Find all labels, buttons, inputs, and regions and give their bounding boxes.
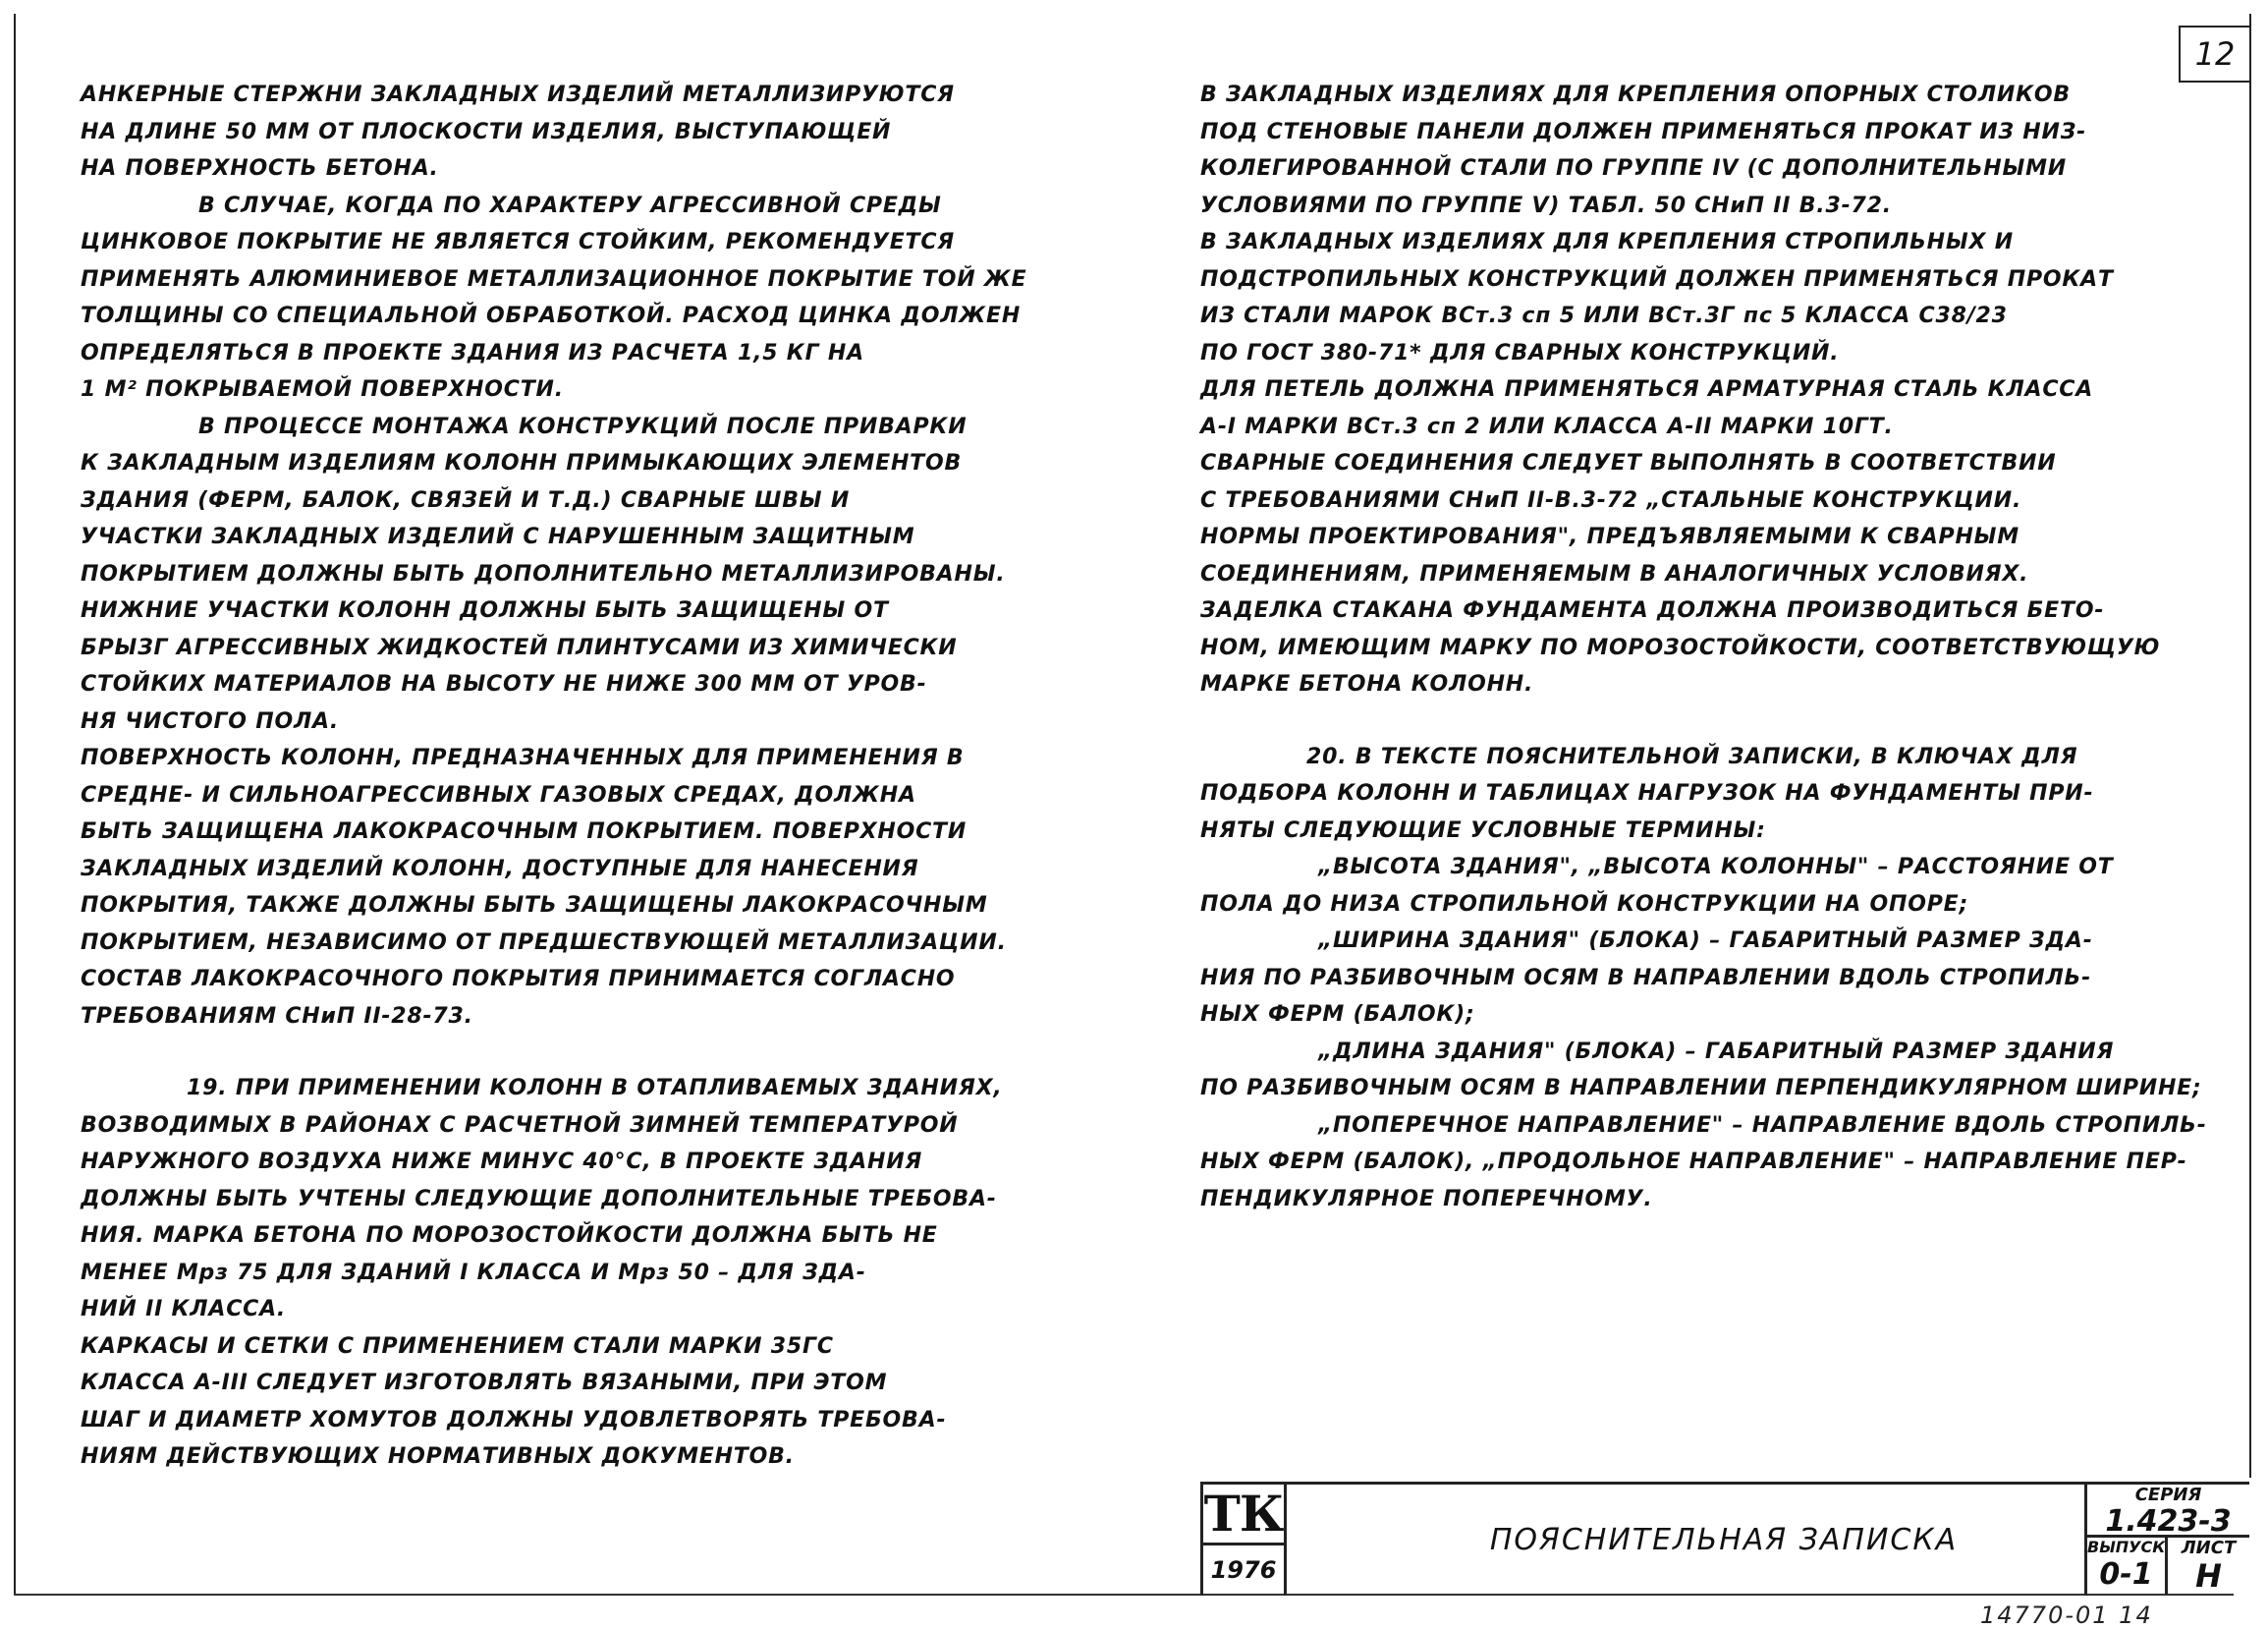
- text-line: АНКЕРНЫЕ СТЕРЖНИ ЗАКЛАДНЫХ ИЗДЕЛИЙ МЕТАЛЛИЗИРУЮТСЯ: [81, 83, 955, 107]
- text-line: ЗАДЕЛКА СТАКАНА ФУНДАМЕНТА ДОЛЖНА ПРОИЗВОДИТЬСЯ БЕТО-: [1200, 598, 2105, 623]
- text-line: БРЫЗГ АГРЕССИВНЫХ ЖИДКОСТЕЙ ПЛИНТУСАМИ ИЗ ХИМИЧЕСКИ: [81, 635, 958, 660]
- vypusk-value: 0-1: [2087, 1557, 2168, 1595]
- text-line: В ЗАКЛАДНЫХ ИЗДЕЛИЯХ ДЛЯ КРЕПЛЕНИЯ ОПОРНЫХ СТОЛИКОВ: [1200, 83, 2071, 107]
- text-line: НАРУЖНОГО ВОЗДУХА НИЖЕ МИНУС 40°С, В ПРОЕКТЕ ЗДАНИЯ: [81, 1150, 923, 1174]
- list-label: ЛИСТ: [2181, 1538, 2237, 1558]
- text-line: СРЕДНЕ- И СИЛЬНОАГРЕССИВНЫХ ГАЗОВЫХ СРЕДАХ, ДОЛЖНА: [81, 782, 916, 808]
- text-line: НЫХ ФЕРМ (БАЛОК);: [1200, 1002, 1475, 1027]
- text-line: НОРМЫ ПРОЕКТИРОВАНИЯ", ПРЕДЪЯВЛЯЕМЫМИ К СВАРНЫМ: [1200, 525, 2019, 549]
- text-line: КЛАССА А-III СЛЕДУЕТ ИЗГОТОВЛЯТЬ ВЯЗАНЫМИ, ПРИ ЭТОМ: [81, 1371, 888, 1395]
- text-line: КАРКАСЫ И СЕТКИ С ПРИМЕНЕНИЕМ СТАЛИ МАРКИ 35ГС: [81, 1333, 834, 1359]
- inventory-number: 14770-01 14: [1980, 1601, 2153, 1629]
- text-line: ДЛЯ ПЕТЕЛЬ ДОЛЖНА ПРИМЕНЯТЬСЯ АРМАТУРНАЯ СТАЛЬ КЛАССА: [1200, 377, 2094, 402]
- text-line: НИЯМ ДЕЙСТВУЮЩИХ НОРМАТИВНЫХ ДОКУМЕНТОВ.: [81, 1444, 795, 1469]
- vypusk-label: ВЫПУСК: [2087, 1538, 2168, 1559]
- text-line: ВОЗВОДИМЫХ В РАЙОНАХ С РАСЧЕТНОЙ ЗИМНЕЙ ТЕМПЕРАТУРОЙ: [81, 1112, 959, 1138]
- text-line: ПОКРЫТИЕМ, НЕЗАВИСИМО ОТ ПРЕДШЕСТВУЮЩЕЙ МЕТАЛЛИЗАЦИИ.: [81, 929, 1007, 955]
- seria-label: СЕРИЯ: [2134, 1485, 2202, 1505]
- text-line: 20. В ТЕКСТЕ ПОЯСНИТЕЛЬНОЙ ЗАПИСКИ, В КЛЮЧАХ ДЛЯ: [1306, 744, 2078, 769]
- text-line: ТОЛЩИНЫ СО СПЕЦИАЛЬНОЙ ОБРАБОТКОЙ. РАСХОД ЦИНКА ДОЛЖЕН: [81, 304, 1022, 328]
- logo-year: 1976: [1210, 1556, 1277, 1584]
- text-line: ПОКРЫТИЯ, ТАКЖЕ ДОЛЖНЫ БЫТЬ ЗАЩИЩЕНЫ ЛАКОКРАСОЧНЫМ: [81, 893, 988, 918]
- page-number: 12: [2179, 26, 2249, 83]
- text-line: УЧАСТКИ ЗАКЛАДНЫХ ИЗДЕЛИЙ С НАРУШЕННЫМ ЗАЩИТНЫМ: [81, 525, 915, 549]
- text-line: ТРЕБОВАНИЯМ СНиП II-28-73.: [81, 1003, 473, 1029]
- text-line: ШАГ И ДИАМЕТР ХОМУТОВ ДОЛЖНЫ УДОВЛЕТВОРЯТЬ ТРЕБОВА-: [81, 1407, 947, 1432]
- text-line: К ЗАКЛАДНЫМ ИЗДЕЛИЯМ КОЛОНН ПРИМЫКАЮЩИХ ЭЛЕМЕНТОВ: [81, 451, 963, 476]
- text-line: МАРКЕ БЕТОНА КОЛОНН.: [1200, 672, 1534, 697]
- seria-value: 1.423-3: [2087, 1504, 2249, 1538]
- text-line: СВАРНЫЕ СОЕДИНЕНИЯ СЛЕДУЕТ ВЫПОЛНЯТЬ В СООТВЕТСТВИИ: [1200, 451, 2057, 476]
- text-line: ЗДАНИЯ (ФЕРМ, БАЛОК, СВЯЗЕЙ И Т.Д.) СВАРНЫЕ ШВЫ И: [81, 487, 851, 513]
- logo-letters: ТК: [1203, 1485, 1284, 1545]
- text-line: НИЙ II КЛАССА.: [81, 1297, 287, 1321]
- text-line: СОСТАВ ЛАКОКРАСОЧНОГО ПОКРЫТИЯ ПРИНИМАЕТСЯ СОГЛАСНО: [81, 967, 956, 991]
- text-line: 1 М² ПОКРЫВАЕМОЙ ПОВЕРХНОСТИ.: [81, 377, 564, 402]
- text-line: ПО РАЗБИВОЧНЫМ ОСЯМ В НАПРАВЛЕНИИ ПЕРПЕНДИКУЛЯРНОМ ШИРИНЕ;: [1200, 1076, 2202, 1100]
- frame-right-border: [2249, 14, 2251, 1478]
- text-line: МЕНЕЕ Мрз 75 ДЛЯ ЗДАНИЙ I КЛАССА И Мрз 50 – ДЛЯ ЗДА-: [81, 1260, 866, 1285]
- frame-left-border: [14, 14, 16, 1596]
- text-line: СТОЙКИХ МАТЕРИАЛОВ НА ВЫСОТУ НЕ НИЖЕ 300 ММ ОТ УРОВ-: [81, 672, 927, 697]
- text-line: СОЕДИНЕНИЯМ, ПРИМЕНЯЕМЫМ В АНАЛОГИЧНЫХ УСЛОВИЯХ.: [1200, 561, 2029, 587]
- paragraph-gap: [1200, 703, 2198, 739]
- text-line: ЗАКЛАДНЫХ ИЗДЕЛИЙ КОЛОНН, ДОСТУПНЫЕ ДЛЯ НАНЕСЕНИЯ: [81, 856, 919, 881]
- left-text-column: [81, 77, 1073, 1476]
- publisher-logo: [1200, 1485, 1287, 1596]
- text-line: 19. ПРИ ПРИМЕНЕНИИ КОЛОНН В ОТАПЛИВАЕМЫХ ЗДАНИЯХ,: [187, 1076, 1003, 1100]
- text-line: В ПРОЦЕССЕ МОНТАЖА КОНСТРУКЦИЙ ПОСЛЕ ПРИВАРКИ: [198, 414, 968, 439]
- text-line: НОМ, ИМЕЮЩИМ МАРКУ ПО МОРОЗОСТОЙКОСТИ, СООТВЕТСТВУЮЩУЮ: [1200, 635, 2161, 660]
- text-line: А-I МАРКИ ВСт.3 сп 2 ИЛИ КЛАССА А-II МАРКИ 10ГТ.: [1200, 414, 1894, 439]
- text-line: ОПРЕДЕЛЯТЬСЯ В ПРОЕКТЕ ЗДАНИЯ ИЗ РАСЧЕТА 1,5 КГ НА: [81, 340, 864, 365]
- text-line: УСЛОВИЯМИ ПО ГРУППЕ V) ТАБЛ. 50 СНиП II В.3-72.: [1200, 193, 1892, 218]
- text-line: ДОЛЖНЫ БЫТЬ УЧТЕНЫ СЛЕДУЮЩИЕ ДОПОЛНИТЕЛЬНЫЕ ТРЕБОВА-: [81, 1186, 997, 1211]
- text-line: „ПОПЕРЕЧНОЕ НАПРАВЛЕНИЕ" – НАПРАВЛЕНИЕ ВДОЛЬ СТРОПИЛЬ-: [1318, 1112, 2207, 1138]
- text-line: В СЛУЧАЕ, КОГДА ПО ХАРАКТЕРУ АГРЕССИВНОЙ СРЕДЫ: [198, 193, 942, 218]
- text-line: „ВЫСОТА ЗДАНИЯ", „ВЫСОТА КОЛОННЫ" – РАССТОЯНИЕ ОТ: [1318, 855, 2114, 879]
- paragraph-gap: [81, 1035, 1073, 1070]
- text-line: ПЕНДИКУЛЯРНОЕ ПОПЕРЕЧНОМУ.: [1200, 1186, 1653, 1211]
- text-line: НЫХ ФЕРМ (БАЛОК), „ПРОДОЛЬНОЕ НАПРАВЛЕНИЕ" – НАПРАВЛЕНИЕ ПЕР-: [1200, 1150, 2187, 1174]
- text-line: ПО ГОСТ 380-71* ДЛЯ СВАРНЫХ КОНСТРУКЦИЙ.: [1200, 340, 1840, 365]
- text-line: НИЖНИЕ УЧАСТКИ КОЛОНН ДОЛЖНЫ БЫТЬ ЗАЩИЩЕНЫ ОТ: [81, 598, 889, 623]
- text-line: НА ПОВЕРХНОСТЬ БЕТОНА.: [81, 156, 439, 181]
- text-line: ИЗ СТАЛИ МАРОК ВСт.3 сп 5 ИЛИ ВСт.3Г пс 5 КЛАССА С38/23: [1200, 304, 2008, 328]
- text-line: КОЛЕГИРОВАННОЙ СТАЛИ ПО ГРУППЕ IV (С ДОПОЛНИТЕЛЬНЫМИ: [1200, 156, 2067, 181]
- title-block: [1200, 1482, 2249, 1596]
- text-line: НЯ ЧИСТОГО ПОЛА.: [81, 708, 340, 734]
- text-line: ПОКРЫТИЕМ ДОЛЖНЫ БЫТЬ ДОПОЛНИТЕЛЬНО МЕТАЛЛИЗИРОВАНЫ.: [81, 561, 1006, 587]
- text-line: БЫТЬ ЗАЩИЩЕНА ЛАКОКРАСОЧНЫМ ПОКРЫТИЕМ. ПОВЕРХНОСТИ: [81, 819, 968, 844]
- text-line: С ТРЕБОВАНИЯМИ СНиП II-В.3-72 „СТАЛЬНЫЕ КОНСТРУКЦИИ.: [1200, 487, 2022, 513]
- list-value: Н: [2195, 1557, 2222, 1595]
- text-line: ЦИНКОВОЕ ПОКРЫТИЕ НЕ ЯВЛЯЕТСЯ СТОЙКИМ, РЕКОМЕНДУЕТСЯ: [81, 230, 956, 254]
- text-line: НА ДЛИНЕ 50 ММ ОТ ПЛОСКОСТИ ИЗДЕЛИЯ, ВЫСТУПАЮЩЕЙ: [81, 119, 892, 144]
- document-title: ПОЯСНИТЕЛЬНАЯ ЗАПИСКА: [1489, 1523, 1959, 1557]
- text-line: ПРИМЕНЯТЬ АЛЮМИНИЕВОЕ МЕТАЛЛИЗАЦИОННОЕ ПОКРЫТИЕ ТОЙ ЖЕ: [81, 266, 1027, 292]
- text-line: НИЯ. МАРКА БЕТОНА ПО МОРОЗОСТОЙКОСТИ ДОЛЖНА БЫТЬ НЕ: [81, 1223, 938, 1248]
- series-cell: [2084, 1485, 2249, 1596]
- text-line: ПОВЕРХНОСТЬ КОЛОНН, ПРЕДНАЗНАЧЕННЫХ ДЛЯ ПРИМЕНЕНИЯ В: [81, 746, 965, 770]
- text-line: „ШИРИНА ЗДАНИЯ" (БЛОКА) – ГАБАРИТНЫЙ РАЗМЕР ЗДА-: [1318, 928, 2093, 953]
- text-line: ПОЛА ДО НИЗА СТРОПИЛЬНОЙ КОНСТРУКЦИИ НА ОПОРЕ;: [1200, 891, 1969, 917]
- text-line: НЯТЫ СЛЕДУЮЩИЕ УСЛОВНЫЕ ТЕРМИНЫ:: [1200, 817, 1766, 843]
- text-line: „ДЛИНА ЗДАНИЯ" (БЛОКА) – ГАБАРИТНЫЙ РАЗМЕР ЗДАНИЯ: [1318, 1039, 2115, 1064]
- right-text-column: [1200, 77, 2207, 1217]
- text-line: В ЗАКЛАДНЫХ ИЗДЕЛИЯХ ДЛЯ КРЕПЛЕНИЯ СТРОПИЛЬНЫХ И: [1200, 230, 2014, 254]
- text-line: НИЯ ПО РАЗБИВОЧНЫМ ОСЯМ В НАПРАВЛЕНИИ ВДОЛЬ СТРОПИЛЬ-: [1200, 965, 2092, 990]
- text-line: ПОД СТЕНОВЫЕ ПАНЕЛИ ДОЛЖЕН ПРИМЕНЯТЬСЯ ПРОКАТ ИЗ НИЗ-: [1200, 119, 2087, 144]
- text-line: ПОДБОРА КОЛОНН И ТАБЛИЦАХ НАГРУЗОК НА ФУНДАМЕНТЫ ПРИ-: [1200, 781, 2094, 806]
- text-line: ПОДСТРОПИЛЬНЫХ КОНСТРУКЦИЙ ДОЛЖЕН ПРИМЕНЯТЬСЯ ПРОКАТ: [1200, 266, 2114, 292]
